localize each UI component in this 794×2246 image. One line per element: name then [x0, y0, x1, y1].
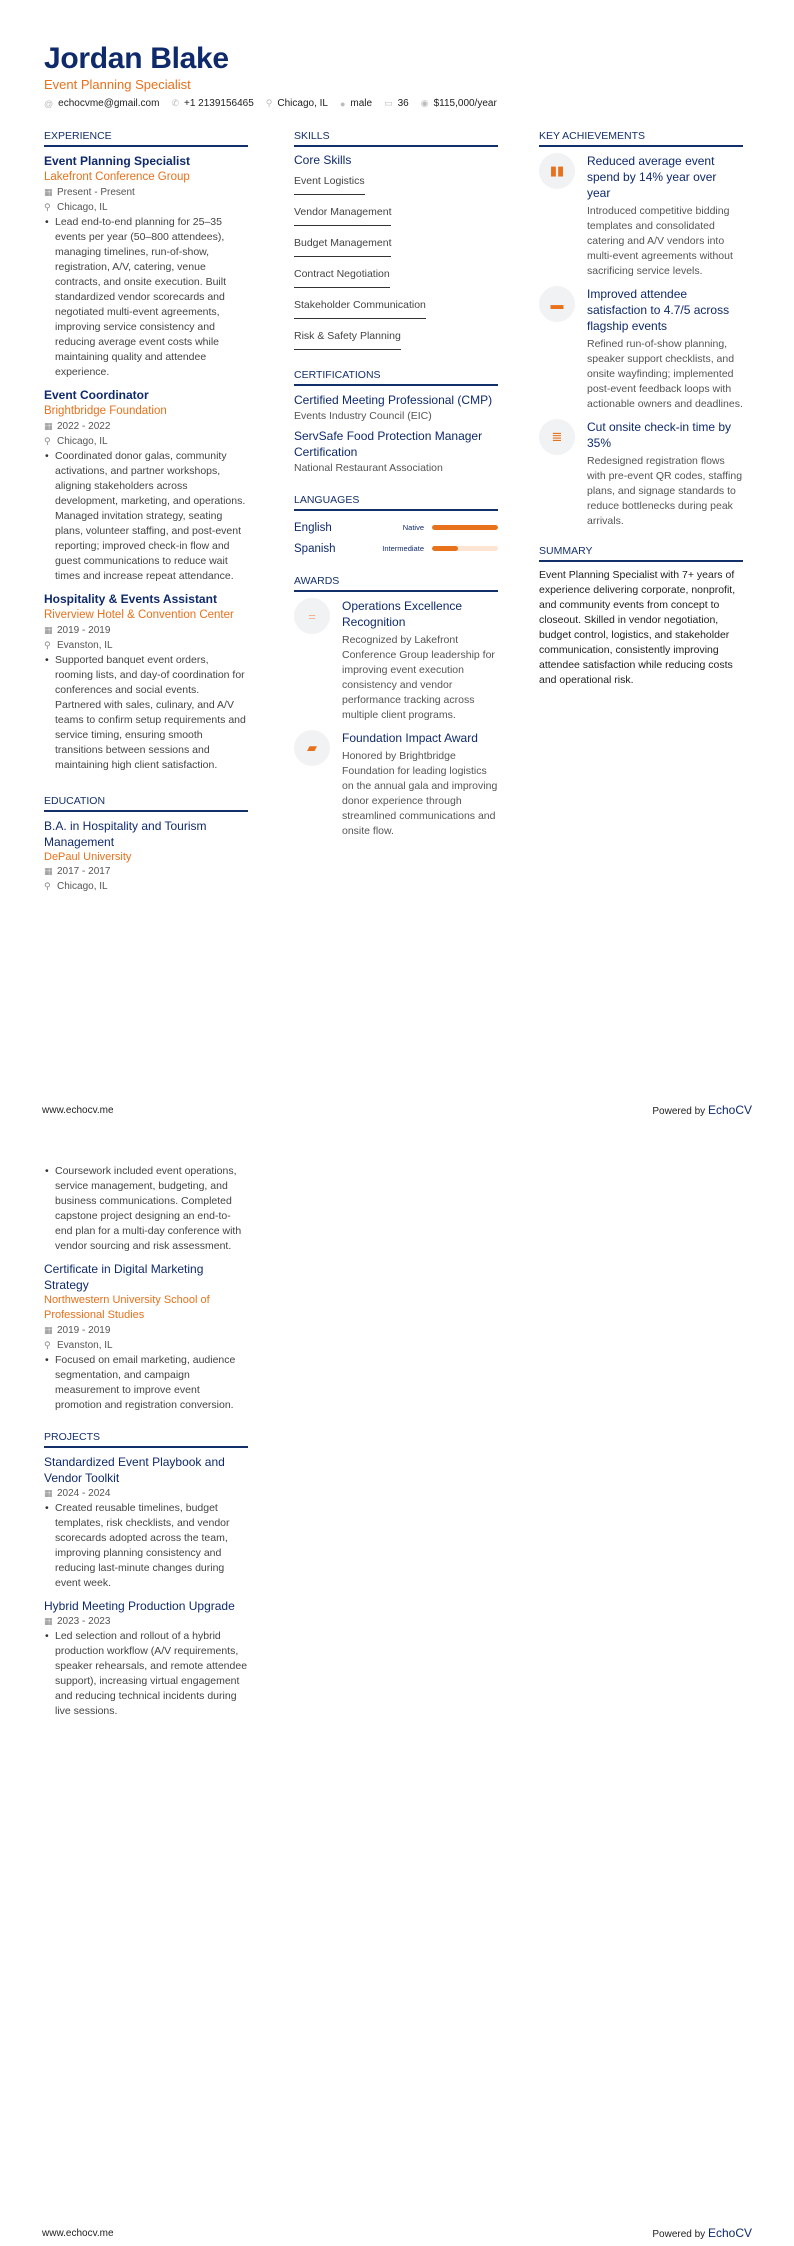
meta-text: 2022 - 2022: [57, 421, 111, 432]
meta-text: Chicago, IL: [57, 202, 108, 213]
phone-icon: ✆: [171, 98, 179, 108]
job-location: [44, 434, 248, 449]
user-icon: ●: [339, 98, 346, 109]
contact-bar: [44, 98, 497, 109]
meta-text: 2024 - 2024: [57, 1488, 111, 1499]
meta-text: 2023 - 2023: [57, 1616, 111, 1627]
location-icon: ⚲: [265, 98, 273, 108]
skill-group-title: Core Skills: [294, 153, 352, 167]
bullet-list: [44, 1501, 248, 1591]
left-column-continued: [44, 1164, 248, 1726]
job-dates: [44, 185, 248, 200]
chat-icon: ▰: [294, 730, 330, 766]
skill-row: [294, 233, 498, 264]
left-column: [44, 130, 248, 901]
archive-icon: ▬: [539, 286, 575, 322]
section-key-achievements: KEY ACHIEVEMENTS: [539, 130, 743, 147]
award-entry: [294, 730, 498, 839]
location-icon: ⚲: [44, 1340, 51, 1350]
section-experience: EXPERIENCE: [44, 130, 248, 147]
language-proficiency-fill: [432, 525, 498, 530]
achievement-entry-title: Cut onsite check-in time by 35%: [587, 420, 732, 450]
education-bullet: • Coursework included event operations, service management, budgeting, and business communications. Completed capstone project designing an end-to-end plan for a multi-day conference with vendor sourcing and risk assessment.: [44, 1164, 248, 1254]
experience-entry: [44, 387, 248, 584]
middle-column: [294, 130, 498, 846]
project-entry: [44, 1598, 248, 1719]
project-dates: [44, 1614, 248, 1629]
contact-gender: ● male: [339, 98, 373, 109]
candidate-name: Jordan Blake: [44, 42, 229, 75]
job-title: Event Planning Specialist: [44, 154, 191, 168]
achievement-entry-description: Introduced competitive bidding templates and consolidated catering and A/V vendors into multi-event agreements without sacrificing service levels.: [587, 205, 733, 277]
award-entry-description: Honored by Brightbridge Foundation for leading logistics on the annual gala and improving donor experience through streamlined communications and onsite flow.: [342, 750, 498, 837]
money-icon: ◉: [420, 98, 429, 108]
certification-name: ServSafe Food Protection Manager Certification: [294, 429, 483, 459]
calendar-icon: ▦: [44, 1488, 53, 1498]
contact-salary: ◉ $115,000/year: [420, 98, 497, 109]
job-title: Hospitality & Events Assistant: [44, 592, 217, 606]
job-location: [44, 200, 248, 215]
candidate-title: Event Planning Specialist: [44, 77, 191, 92]
calendar-icon: ▦: [44, 421, 53, 431]
bullet-item: • Led selection and rollout of a hybrid production workflow (A/V requirements, speaker rehearsals, and remote attendee support), increasing virtual engagement and reducing technical incidents during live sessions.: [44, 1629, 248, 1719]
footer-powered-by: Powered by EchoCV: [652, 1103, 752, 1117]
language-row: [294, 538, 498, 559]
skill-item: Stakeholder Communication: [294, 299, 426, 319]
skill-item: Contract Negotiation: [294, 268, 390, 288]
certification-name: Certified Meeting Professional (CMP): [294, 393, 493, 407]
skill-row: [294, 326, 498, 357]
meta-text: 2019 - 2019: [57, 625, 111, 636]
calendar-icon: ▦: [44, 1325, 53, 1335]
language-row: [294, 517, 498, 538]
bullet-item: • Coordinated donor galas, community activations, and partner workshops, aligning stakeholders across development, marketing, and operations. Managed invitation strategy, seating plans, volunteer staffing, and post-event reporting; improved check-in flow and guest communications to reduce wait times and increase repeat attendance.: [44, 449, 248, 584]
location-icon: ⚲: [44, 881, 51, 891]
meta-text: Chicago, IL: [57, 436, 108, 447]
certification-issuer: Events Industry Council (EIC): [294, 410, 432, 422]
echocv-logo: EchoCV: [707, 2226, 752, 2240]
achievement-entry-title: Improved attendee satisfaction to 4.7/5 across flagship events: [587, 287, 730, 333]
job-title: Event Coordinator: [44, 388, 149, 402]
achievement-entry-description: Refined run-of-show planning, speaker support checklists, and onsite wayfinding; implemented post-event feedback loops with actionable owners and deadlines.: [587, 338, 743, 410]
achievement-entry: [539, 419, 743, 529]
experience-entry: [44, 153, 248, 380]
footer-site-link[interactable]: www.echocv.me: [42, 1105, 114, 1116]
job-dates: [44, 623, 248, 638]
language-proficiency-bar: [432, 546, 498, 551]
project-name: Hybrid Meeting Production Upgrade: [44, 1599, 235, 1613]
footer-powered-by: Powered by EchoCV: [652, 2226, 752, 2240]
certification-entry: [294, 428, 498, 476]
project-dates: [44, 1486, 248, 1501]
award-entry-title: Foundation Impact Award: [342, 731, 478, 745]
calendar-icon: ▭: [384, 98, 393, 108]
contact-email: @ echocvme@gmail.com: [44, 98, 160, 109]
certification-issuer: National Restaurant Association: [294, 462, 443, 474]
section-summary: SUMMARY: [539, 545, 743, 562]
bullet-item: • Created reusable timelines, budget templates, risk checklists, and vendor scorecards adopted across the team, improving planning consistency and reducing last-minute changes during event week.: [44, 1501, 248, 1591]
achievement-entry-body: [587, 286, 743, 412]
bullet-item: • Lead end-to-end planning for 25–35 events per year (50–800 attendees), managing timelines, run-of-show, registration, A/V, catering, venue contracts, and onsite execution. Built standardized vendor scorecards and negotiated multi-event agreements, improving service consistency and reducing average event costs while maintaining quality and attendee experience.: [44, 215, 248, 380]
education-entry: Certificate in Digital Marketing Strategy Northwestern University School of Professional Studies ▦ 2019 - 2019 ⚲ Evanston, IL • Focused on email marketing, audience segmentation, and campaign measurement to improve event promotion and registration conversion.: [44, 1261, 248, 1413]
language-level: Native: [402, 523, 424, 532]
job-dates: [44, 419, 248, 434]
location-icon: ⚲: [44, 640, 51, 650]
echocv-logo: EchoCV: [707, 1103, 752, 1117]
bullet-list: [44, 449, 248, 584]
job-location: [44, 638, 248, 653]
language-name: Spanish: [294, 542, 336, 555]
company-name: Brightbridge Foundation: [44, 405, 167, 417]
resume-page-2: [0, 1123, 794, 2246]
section-education: EDUCATION: [44, 795, 248, 812]
right-column: [539, 130, 743, 688]
equals-icon: =: [294, 598, 330, 634]
calendar-icon: ▦: [44, 1616, 53, 1626]
contact-location: ⚲ Chicago, IL: [265, 98, 328, 109]
achievement-entry: [539, 153, 743, 279]
award-entry-body: [342, 730, 498, 839]
bullet-list: [44, 215, 248, 380]
award-entry-title: Operations Excellence Recognition: [342, 599, 463, 629]
language-name: English: [294, 521, 332, 534]
certification-entry: [294, 392, 498, 424]
skill-row: [294, 295, 498, 326]
bullet-item: • Supported banquet event orders, rooming lists, and day-of coordination for conferences and social events. Partnered with sales, culinary, and A/V teams to confirm setup requirements and service timing, ensuring smooth transitions between sessions and maintaining high client satisfaction.: [44, 653, 248, 773]
summary-text: Event Planning Specialist with 7+ years of experience delivering corporate, nonprofit, and community events from concept to closeout. Skilled in vendor negotiation, budget control, logistics, and stakeholder communication, consistently improving attendee satisfaction while reducing costs and operational risk.: [539, 569, 736, 686]
company-name: Riverview Hotel & Convention Center: [44, 609, 234, 621]
language-proficiency-fill: [432, 546, 458, 551]
meta-text: Present - Present: [57, 187, 135, 198]
section-certifications: CERTIFICATIONS: [294, 369, 498, 386]
achievement-entry-title: Reduced average event spend by 14% year over year: [587, 154, 717, 200]
achievement-entry: [539, 286, 743, 412]
skill-row: [294, 171, 498, 202]
section-projects: PROJECTS: [44, 1431, 248, 1448]
book-icon: ▮▮: [539, 153, 575, 189]
award-entry-body: [342, 598, 498, 723]
award-entry-description: Recognized by Lakefront Conference Group leadership for improving event execution consistency and vendor performance tracking across multiple client programs.: [342, 634, 495, 721]
at-icon: @: [44, 98, 54, 109]
section-skills: SKILLS: [294, 130, 498, 147]
project-entry: [44, 1454, 248, 1591]
meta-text: Evanston, IL: [57, 640, 113, 651]
education-entry: B.A. in Hospitality and Tourism Management DePaul University ▦ 2017 - 2017 ⚲ Chicago, IL: [44, 819, 207, 892]
award-entry: [294, 598, 498, 723]
language-level: Intermediate: [382, 544, 424, 553]
skill-item: Risk & Safety Planning: [294, 330, 401, 350]
skill-row: [294, 202, 498, 233]
contact-phone: ✆ +1 2139156465: [171, 98, 254, 109]
skill-item: Budget Management: [294, 237, 391, 257]
section-awards: AWARDS: [294, 575, 498, 592]
calendar-icon: ▦: [44, 866, 53, 876]
location-icon: ⚲: [44, 436, 51, 446]
achievement-entry-body: [587, 153, 743, 279]
skill-item: Vendor Management: [294, 206, 391, 226]
achievement-entry-body: [587, 419, 743, 529]
project-name: Standardized Event Playbook and Vendor Toolkit: [44, 1455, 225, 1485]
language-proficiency-bar: [432, 525, 498, 530]
bullet-list: [44, 653, 248, 773]
footer-site-link[interactable]: www.echocv.me: [42, 2228, 114, 2239]
skill-row: [294, 264, 498, 295]
calendar-icon: ▦: [44, 625, 53, 635]
section-languages: LANGUAGES: [294, 494, 498, 511]
achievement-entry-description: Redesigned registration flows with pre-event QR codes, staffing plans, and signage standards to reduce bottlenecks during peak arrivals.: [587, 455, 743, 527]
skill-item: Event Logistics: [294, 175, 365, 195]
bullet-list: [44, 1629, 248, 1719]
experience-entry: [44, 591, 248, 773]
company-name: Lakefront Conference Group: [44, 171, 190, 183]
contact-age: ▭ 36: [384, 98, 409, 109]
calendar-icon: ▦: [44, 187, 53, 197]
cake-icon: ≣: [539, 419, 575, 455]
location-icon: ⚲: [44, 202, 51, 212]
